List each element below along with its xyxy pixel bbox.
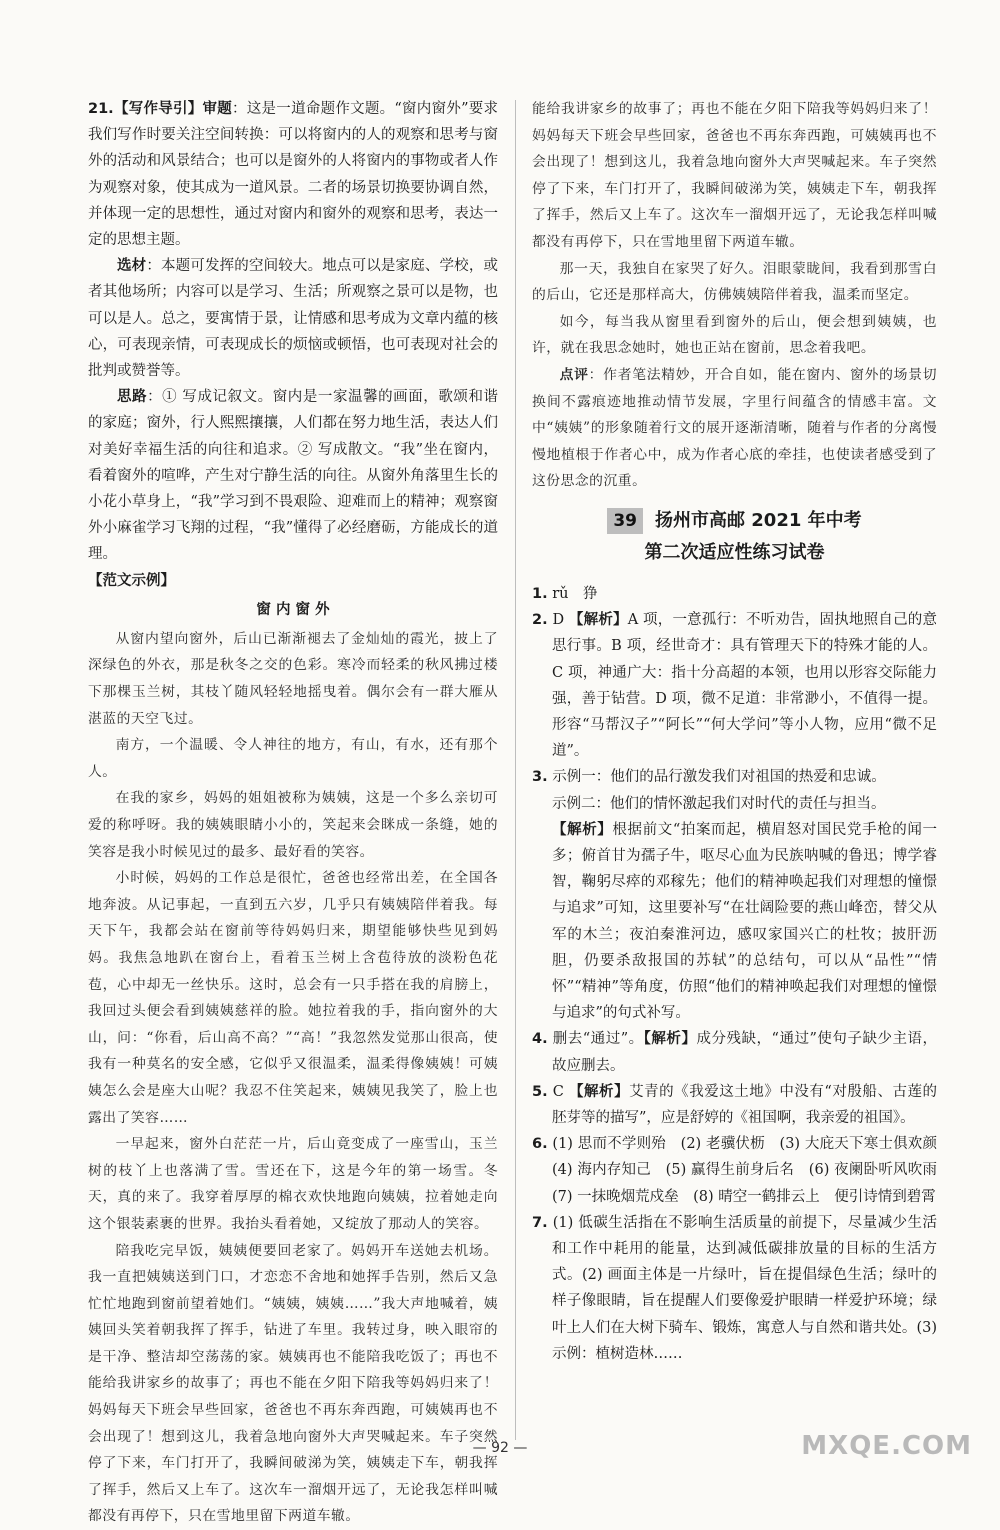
section-number-badge: 39 (607, 508, 643, 534)
section-title-line1: 扬州市高邮 2021 年中考 (655, 509, 862, 531)
answer-example-1: 示例一：他们的品行激发我们对祖国的热爱和忠诚。 (552, 769, 886, 786)
essay-paragraph: 一早起来，窗外白茫茫一片，后山竟变成了一座雪山，玉兰树的枝丫上也落满了雪。雪还在下，这是今年的第一场雪。冬天，真的来了。我穿着厚厚的棉衣欢快地跑向姨姨，拉着她走向这个银装素裹的世界。我抬头看着她，又绽放了那动人的笑容。 (88, 1136, 498, 1232)
column-divider (515, 100, 516, 1440)
essay-comment (532, 362, 937, 495)
answer-3-example-2: 示例二：他们的情怀激起我们对时代的责任与担当。 (552, 795, 886, 812)
answer-6 (532, 1131, 952, 1210)
answer-number: 2. (532, 612, 548, 629)
fanwen-label: 【范文示例】 (88, 572, 175, 589)
answer-text: 艾青的《我爱这土地》中没有“对殷船、古莲的胚芽等的描写”，应是舒婷的《祖国啊，我亲爱的祖国》。 (552, 1083, 938, 1126)
answer-analysis: 成分残缺，“通过”使句子缺少主语，故应删去。 (552, 1031, 938, 1074)
q21-shenti (88, 96, 498, 253)
answer-7 (532, 1210, 937, 1367)
fanwen-tag (88, 568, 498, 594)
writing-guide-tag: 【写作导引】 (113, 101, 203, 117)
page-number: — 92 — (472, 1440, 528, 1456)
essay-paragraph: 南方，一个温暖、令人神往的地方，有山，有水，还有那个人。 (88, 737, 498, 780)
essay-paragraph: 在我的家乡，妈妈的姐姐被称为姨姨，这是一个多么亲切可爱的称呼呀。我的姨姨眼睛小小的，笑起来会眯成一条缝，她的笑容是我小时候见过的最多、最好看的笑容。 (88, 790, 498, 860)
silu-label: 思路 (117, 389, 148, 406)
shenti-text: ：这是一道命题作文题。“窗内窗外”要求我们写作时要关注空间转换：可以将窗内的人的观察和思考与窗外的活动和风景结合；也可以是窗外的人将窗内的事物或者人作为观察对象，使其成为一道风景。二者的场景切换要协调自然，并体现一定的思想性，通过对窗内和窗外的观察和思考，表达一定的思想主题。 (88, 101, 499, 249)
jiexi-tag: 【解析】 (643, 1031, 697, 1048)
essay-paragraph: 小时候，妈妈的工作总是很忙，爸爸也经常出差，在全国各地奔波。从记事起，一直到五六岁，几乎只有姨姨陪伴着我。每天下午，我都会站在窗前等待妈妈归来，期望能够快些见到妈妈。我焦急地趴在窗台上，看着玉兰树上含苞待放的淡粉色花苞，心中却无一丝快乐。这时，总会有一只手搭在我的肩膀上，我回过头便会看到姨姨慈祥的脸。她拉着我的手，指向窗外的大山，问：“你看，后山高不高？”“高！”我忽然发觉那山很高，使我有一种莫名的安全感，它似乎又很温柔，温柔得像姨姨！可姨姨怎么会是座大山呢？我忍不住笑起来，姨姨见我笑了，脸上也露出了笑容…… (88, 870, 498, 1126)
q21-xuancai (88, 253, 498, 384)
essay-paragraph-continued: 能给我讲家乡的故事了；再也不能在夕阳下陪我等妈妈归来了！妈妈每天下班会早些回家，爸爸也不再东奔西跑，可姨姨再也不会出现了！想到这儿，我着急地向窗外大声哭喊起来。车子突然停了下来，车门打开了，我瞬间破涕为笑，姨姨走下车，朝我挥了挥手，然后又上车了。这次车一溜烟开远了，无论我怎样叫喊都没有再停下，只在雪地里留下两道车辙。 (532, 101, 937, 250)
answer-text: (1) 思而不学则殆 (2) 老骥伏枥 (3) 大庇天下寒士俱欢颜 (4) 海内存知己 (5) 赢得生前身后名 (6) 夜阑卧听风吹雨 (7) 一抹晚烟荒戍垒 (8) 晴空一鹤排云上 便引诗情到碧霄 (552, 1136, 952, 1205)
dianping-text: ：作者笔法精妙，开合自如，能在窗内、窗外的场景切换间不露痕迹地推动情节发展，字里行间蕴含的情感丰富。文中“姨姨”的形象随着行文的展开逐渐清晰，随着与作者的分离慢慢地植根于作者心中，成为作者心底的牵挂，也使读者感受到了这份思念的沉重。 (532, 366, 938, 490)
answer-5 (532, 1079, 937, 1131)
section-title-line2: 第二次适应性练习试卷 (644, 541, 825, 563)
xuancai-text: ：本题可发挥的空间较大。地点可以是家庭、学校，或者其他场所；内容可以是学习、生活；所观察之景可以是物，也可以是人。总之，要寓情于景，让情感和思考成为文章内蕴的核心，可表现亲情，可表现成长的烦恼或顿悟，也可表现对社会的批判或赞誉等。 (88, 258, 499, 380)
essay-paragraph: 从窗内望向窗外，后山已渐渐褪去了金灿灿的霞光，披上了深绿色的外衣，那是秋冬之交的色彩。寒冷而轻柔的秋风拂过楼下那棵玉兰树，其枝丫随风轻轻地摇曳着。偶尔会有一群大雁从湛蓝的天空飞过。 (88, 630, 498, 727)
answer-3 (532, 764, 937, 790)
left-column (88, 96, 499, 1525)
shenti-label: 审题 (202, 101, 233, 117)
answer-choice: D (552, 612, 565, 629)
answer-number: 4. (532, 1031, 548, 1048)
answer-text: A 项，一意孤行：不听劝告，固执地照自己的意思行事。B 项，经世奇才：具有管理天下的特殊才能的人。C 项，神通广大：指十分高超的本领，也用以形容交际能力强，善于钻营。D 项，微不足道：非常渺小，不值得一提。形容“马帮汉子”“阿长”“何大学问”等小人物，应用“微不足道”。 (552, 612, 938, 760)
essay-paragraph: 那一天，我独自在家哭了好久。泪眼蒙眬间，我看到那雪白的后山，它还是那样高大，仿佛姨姨陪伴着我，温柔而坚定。 (532, 260, 937, 304)
answer-choice: C (552, 1083, 564, 1100)
answer-text: 删去“通过”。 (552, 1031, 644, 1048)
jiexi-tag: 【解析】 (568, 612, 628, 629)
answer-1 (532, 581, 937, 607)
answer-text: 根据前文“拍案而起，横眉怒对国民党手枪的闻一多；俯首甘为孺子牛，呕尽心血为民族呐喊的鲁迅；博学睿智，鞠躬尽瘁的邓稼先；他们的精神唤起我们对理想的憧憬与追求”可知，这里要补写“在壮阔险要的燕山峰峦，替父从军的木兰；夜泊秦淮河边，感叹家国兴亡的杜牧；披肝沥胆，仍要杀敌报国的苏轼”的总结句，可以从“品性”“情怀”“精神”等角度，仿照“他们的精神唤起我们对理想的憧憬与追求”的句式补写。 (552, 821, 937, 1022)
answer-number: 5. (532, 1083, 548, 1100)
answer-number: 6. (532, 1136, 548, 1153)
watermark-logo: MXQE.COM (801, 1431, 972, 1461)
essay-paragraph: 陪我吃完早饭，姨姨便要回老家了。妈妈开车送她去机场。我一直把姨姨送到门口，才恋恋不舍地和她挥手告别，然后又急忙忙地跑到窗前望着她们。“姨姨，姨姨……”我大声地喊着，姨姨回头笑着朝我挥了挥手，钻进了车里。我转过身，映入眼帘的是干净、整洁却空荡荡的家。姨姨再也不能陪我吃饭了；再也不能给我讲家乡的故事了；再也不能在夕阳下陪我等妈妈归来了！妈妈每天下班会早些回家，爸爸也不再东奔西跑，可姨姨再也不会出现了！想到这儿，我着急地向窗外大声哭喊起来。车子突然停了下来，车门打开了，我瞬间破涕为笑，姨姨走下车，朝我挥了挥手，然后又上车了。这次车一溜烟开远了，无论我怎样叫喊都没有再停下，只在雪地里留下两道车辙。 (88, 1242, 498, 1525)
answer-number: 3. (532, 769, 548, 786)
answer-text: rǔ 狰 (552, 585, 598, 602)
section-header (532, 505, 937, 569)
dianping-label: 点评 (559, 366, 589, 383)
answer-number: 7. (532, 1214, 548, 1231)
answer-text: (1) 低碳生活指在不影响生活质量的前提下，尽量减少生活和工作中耗用的能量，达到减低碳排放量的目标的生活方式。(2) 画面主体是一片绿叶，旨在提倡绿色生活；绿叶的样子像眼睛，旨在提醒人们要像爱护眼睛一样爱护环境；绿叶上人们在大树下骑车、锻炼，寓意人与自然和谐共处。(3) 示例：植树造林…… (552, 1214, 937, 1362)
question-number: 21. (88, 101, 114, 117)
xuancai-label: 选材 (117, 258, 147, 275)
answer-number: 1. (532, 585, 548, 602)
essay-title: 窗 内 窗 外 (256, 601, 330, 618)
q21-silu (88, 384, 498, 567)
essay-paragraph: 如今，每当我从窗里看到窗外的后山，便会想到姨姨，也许，就在我思念她时，她也正站在窗前，思念着我吧。 (532, 313, 937, 357)
jiexi-tag: 【解析】 (569, 1083, 630, 1100)
right-column (532, 96, 952, 1367)
jiexi-tag: 【解析】 (552, 821, 613, 838)
answer-4 (532, 1026, 937, 1078)
silu-text: ：① 写成记叙文。窗内是一家温馨的画面，歌颂和谐的家庭；窗外，行人熙熙攘攘，人们都在努力地生活，表达人们对美好幸福生活的向往和追求。② 写成散文。“我”坐在窗内，看着窗外的喧哗，产生对宁静生活的向往。从窗外角落里生长的小花小草身上，“我”学习到不畏艰险、迎难而上的精神；观察窗外小麻雀学习飞翔的过程，“我”懂得了必经磨砺，方能成长的道理。 (88, 389, 499, 563)
answer-2 (532, 607, 937, 764)
answer-3-analysis (532, 817, 937, 1027)
